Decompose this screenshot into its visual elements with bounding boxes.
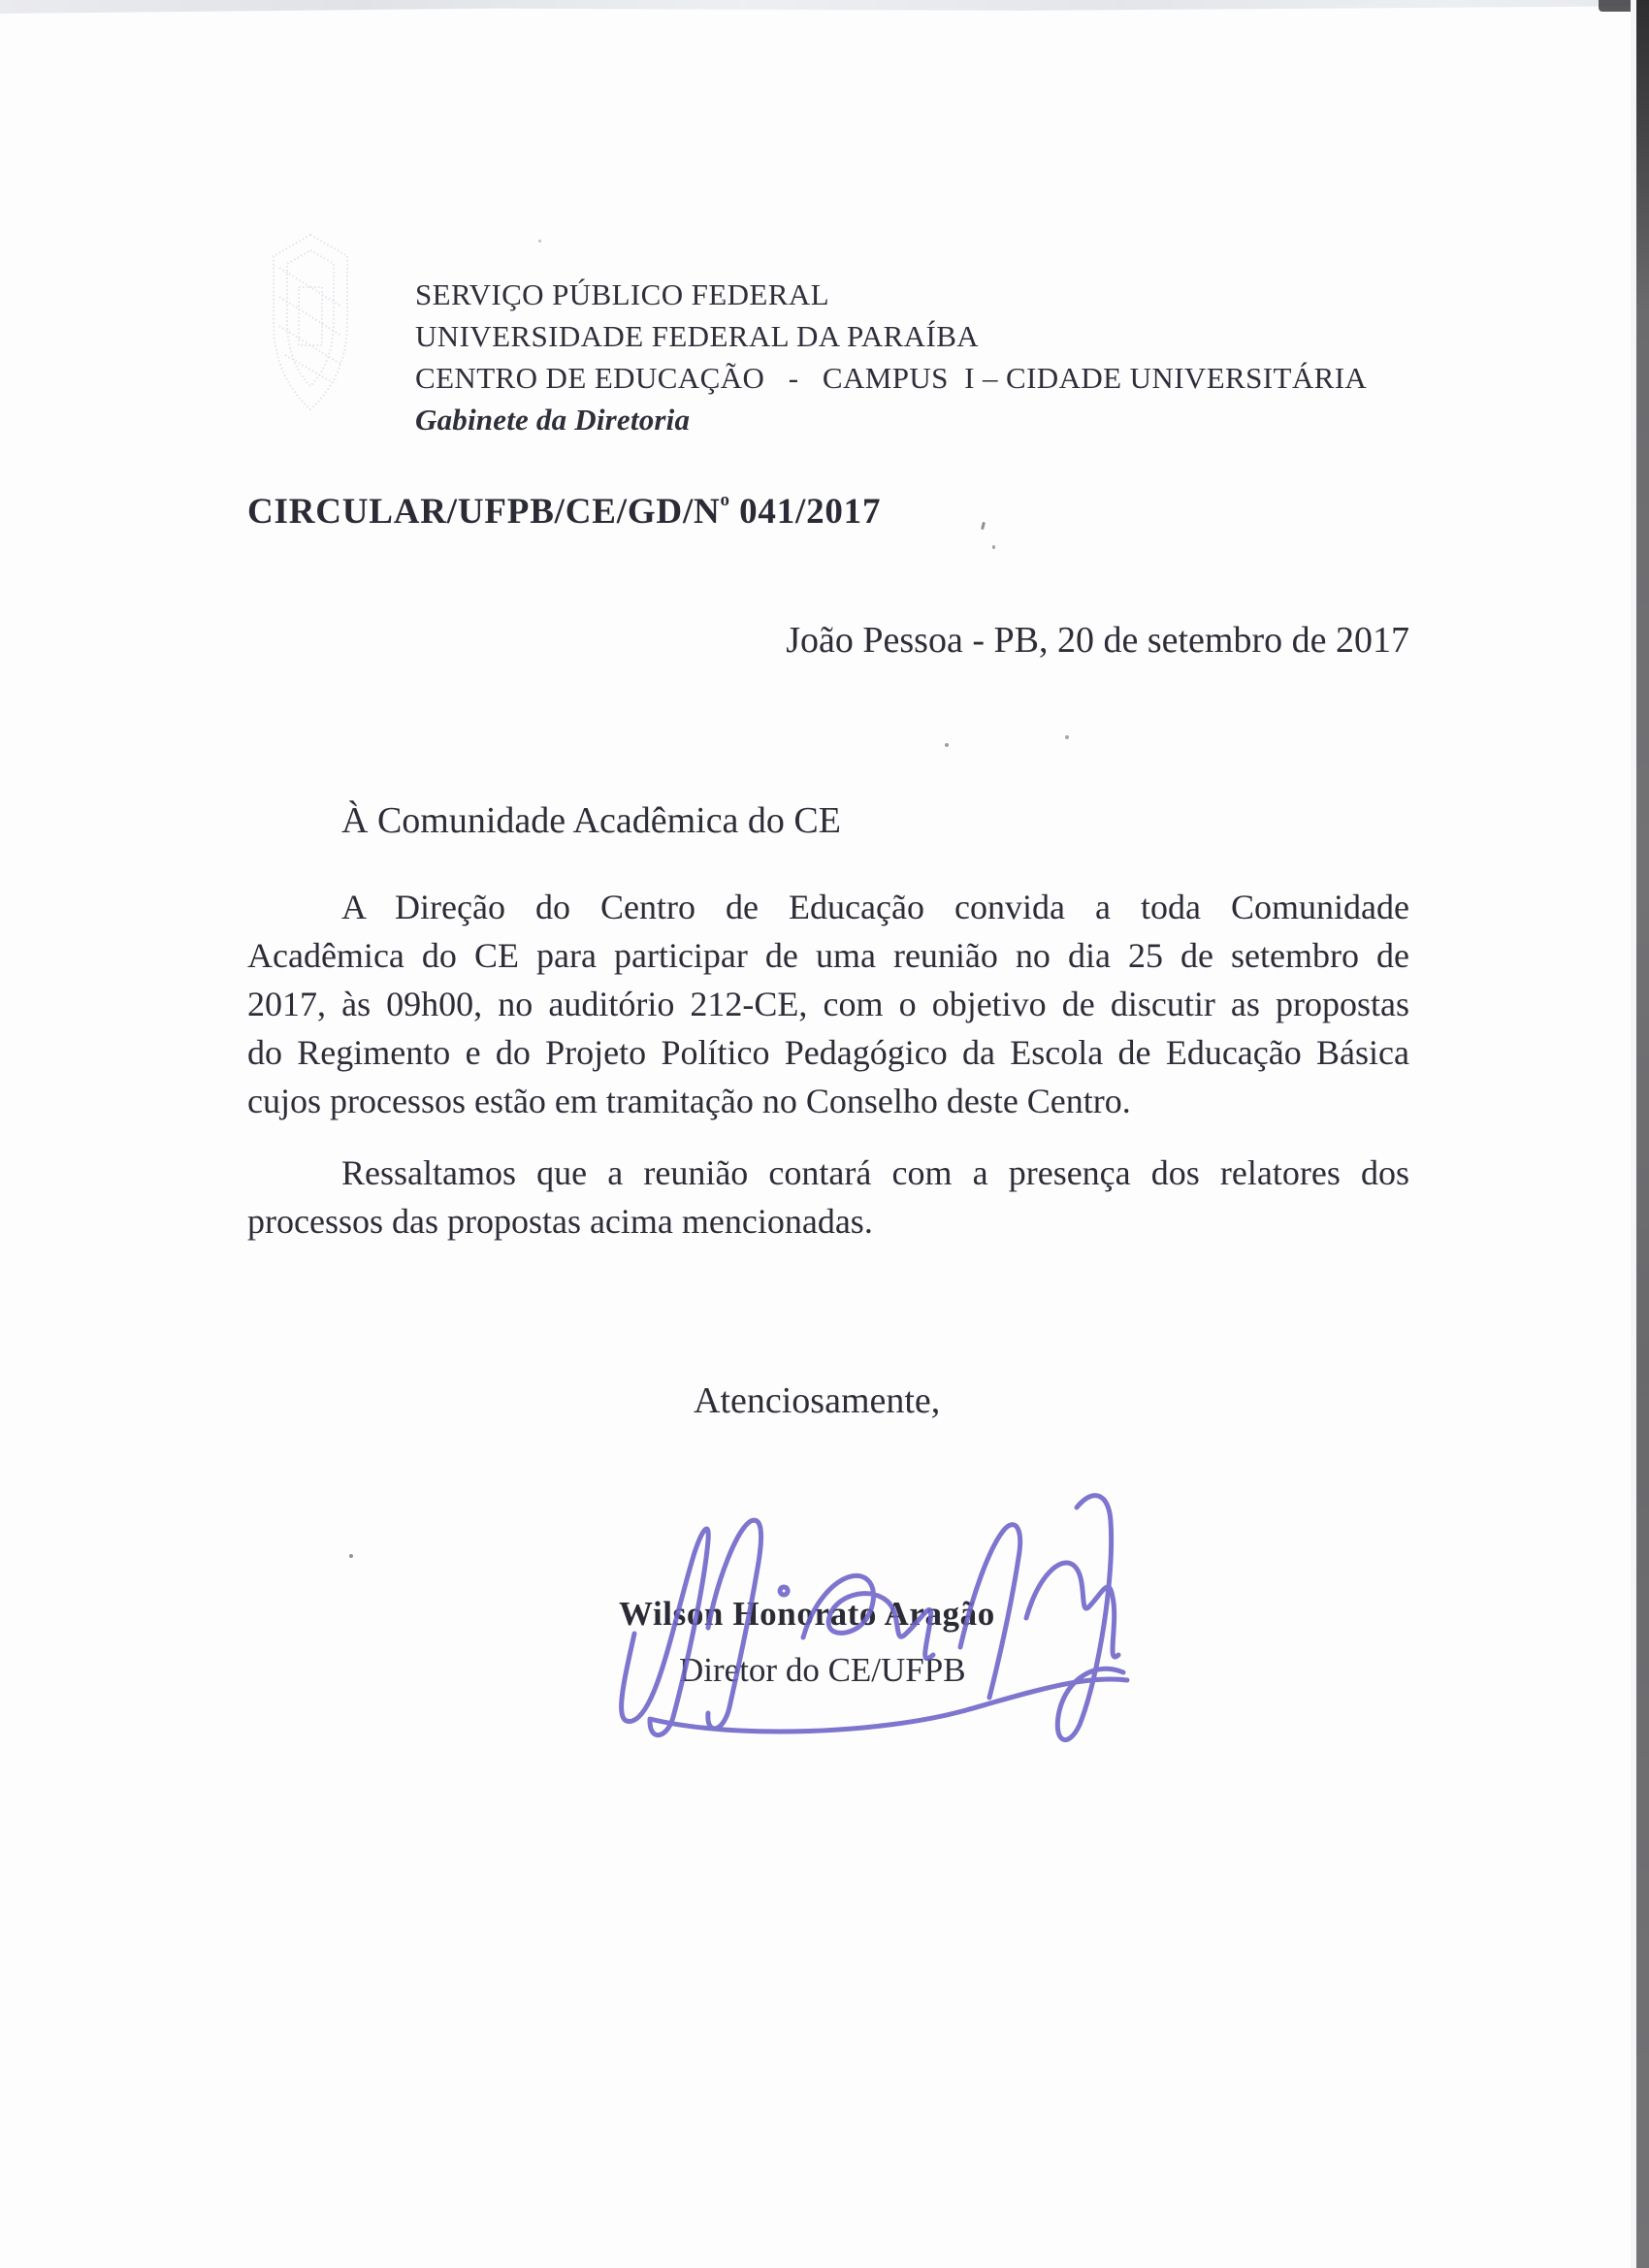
ink-speck [538,240,541,243]
ink-speck [981,522,986,530]
reference-superscript: o [720,490,730,510]
scan-top-edge-artifact [0,0,1649,14]
body-line: cujos processos estão em tramitação no Conselho deste Centro. [247,1082,1131,1120]
ink-speck [992,545,995,549]
body-line: do Regimento e do Projeto Político Pedagógico da Escola de Educação Básica [247,1033,1409,1072]
ink-speck [1065,735,1069,739]
letterhead-line-center: CENTRO DE EDUCAÇÃO - CAMPUS I – CIDADE UNIVERSITÁRIA [415,361,1368,395]
body-line: A Direção do Centro de Educação convida a toda Comunidade [341,888,1409,926]
letterhead-line-university: UNIVERSIDADE FEDERAL DA PARAÍBA [415,319,980,353]
body-paragraph-2 [247,1149,1409,1246]
signature-ink [594,1480,1156,1754]
letterhead-line-service: SERVIÇO PÚBLICO FEDERAL [415,277,829,311]
ink-speck [349,1554,353,1558]
body-paragraph-1 [247,883,1409,1125]
ink-speck [945,743,949,747]
reference-prefix: CIRCULAR/UFPB/CE/GD/N [247,492,721,532]
salutation: À Comunidade Acadêmica do CE [341,800,841,841]
signatory-title: Diretor do CE/UFPB [679,1651,966,1689]
reference-number: 041/2017 [729,492,882,532]
university-logo [262,229,359,415]
body-line: processos das propostas acima mencionadas. [247,1202,873,1241]
letterhead [415,274,1367,440]
letterhead-line-office: Gabinete da Diretoria [415,403,691,437]
body-line: Acadêmica do CE para participar de uma reunião no dia 25 de setembro de [247,936,1409,975]
scan-right-edge-artifact [1636,0,1649,2268]
closing: Atenciosamente, [694,1380,941,1421]
body-line: Ressaltamos que a reunião contará com a presença dos relatores dos [341,1153,1409,1192]
signatory-name: Wilson Honorato Aragão [619,1595,995,1633]
date-line: João Pessoa - PB, 20 de setembro de 2017 [786,620,1409,661]
body-line: 2017, às 09h00, no auditório 212-CE, com o objetivo de discutir as propostas [247,985,1409,1023]
document-reference [247,490,881,533]
